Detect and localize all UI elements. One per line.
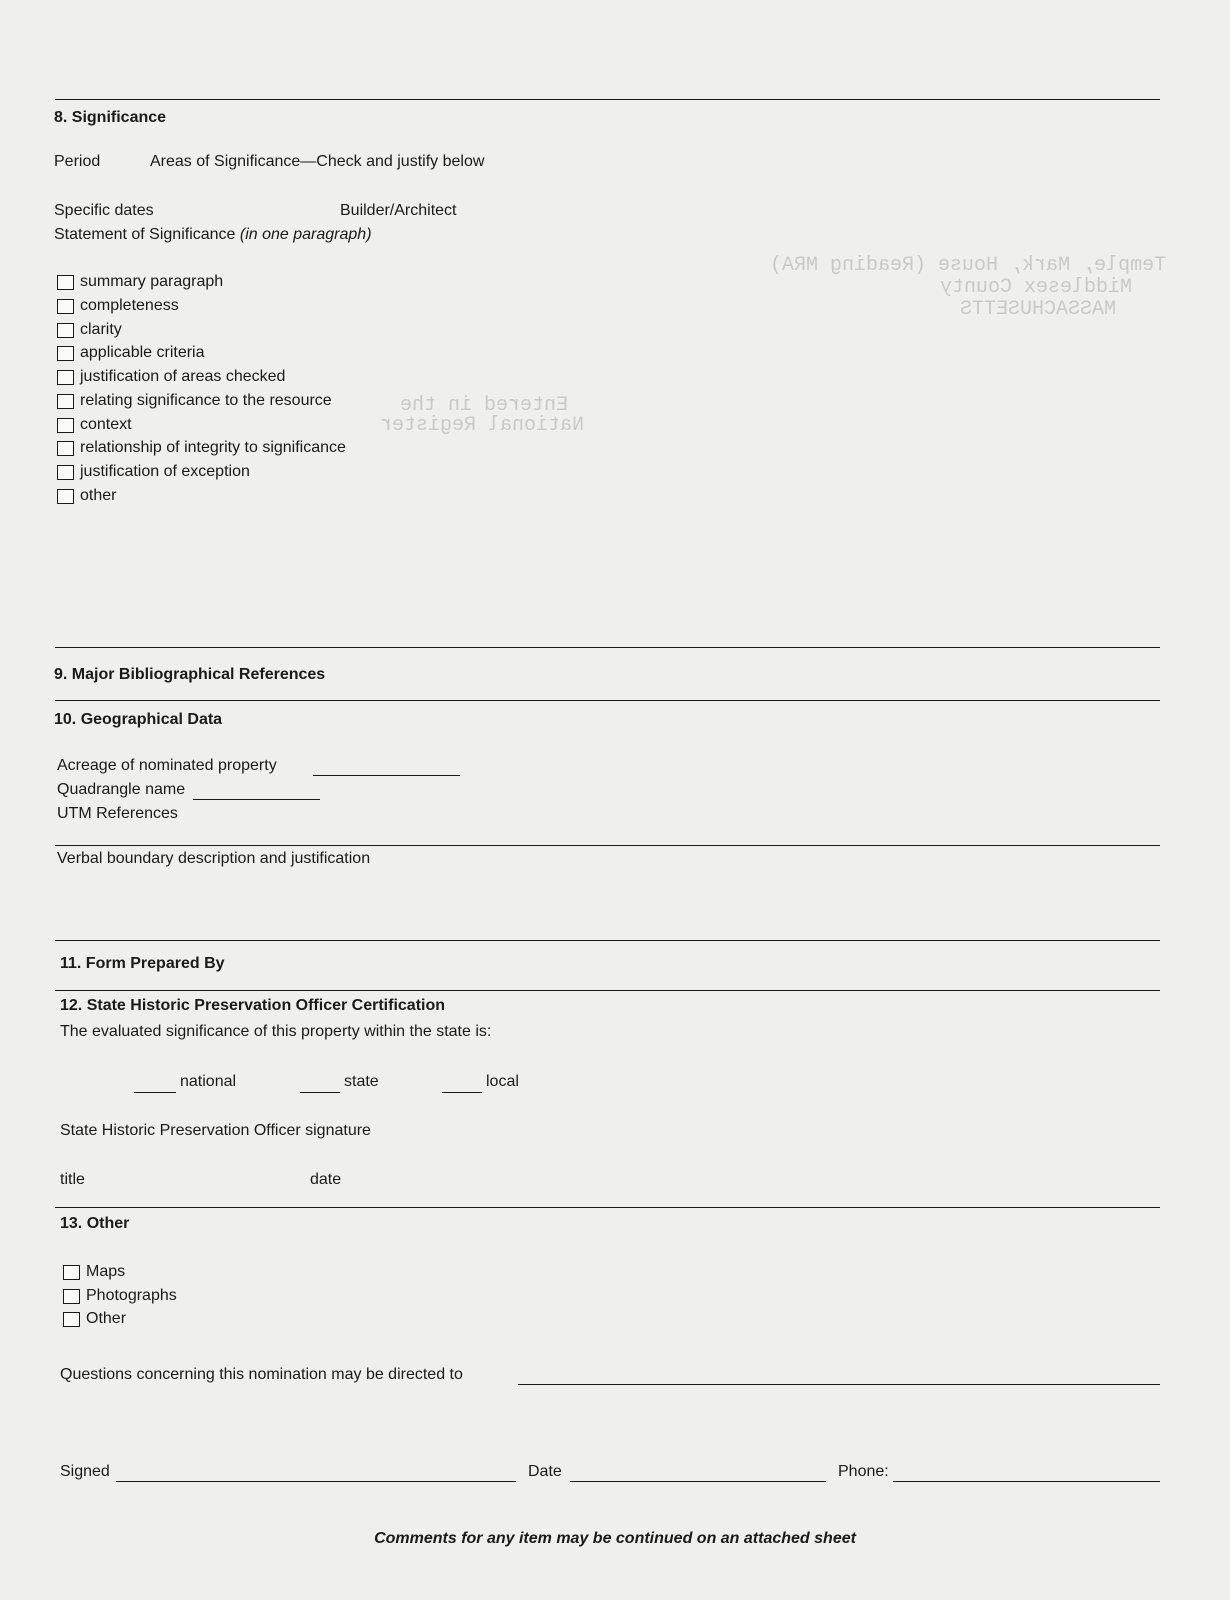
checkbox-label: applicable criteria [80, 344, 205, 361]
checkbox-box[interactable] [63, 1265, 80, 1280]
utm-references-label: UTM References [57, 805, 178, 822]
checkbox-maps[interactable] [63, 1263, 125, 1281]
checkbox-box[interactable] [63, 1312, 80, 1327]
checkbox-label: justification of exception [80, 463, 250, 480]
bleed-through-state: MASSACHUSETTS [960, 298, 1117, 321]
questions-field[interactable] [518, 1384, 1160, 1385]
checkbox-label: Maps [86, 1263, 126, 1280]
checkbox-box[interactable] [57, 346, 74, 361]
date-label: date [310, 1171, 342, 1188]
quadrangle-field[interactable] [193, 799, 320, 800]
quadrangle-label: Quadrangle name [57, 781, 186, 798]
statement-note: (in one paragraph) [239, 226, 372, 243]
checkbox-justification-of-exception[interactable] [57, 463, 250, 481]
section-11-title: 11. Form Prepared By [60, 955, 225, 972]
checkbox-label: relating significance to the resource [80, 392, 332, 409]
checkbox-clarity[interactable] [57, 321, 122, 339]
checkbox-label: justification of areas checked [80, 368, 286, 385]
bleed-through-register: National Register [380, 414, 585, 437]
section-rule-top [55, 99, 1160, 100]
local-label: local [486, 1073, 519, 1090]
section-rule-verbal [55, 845, 1160, 846]
phone-label: Phone: [838, 1463, 889, 1480]
bleed-through-entered: Entered in the [400, 394, 569, 417]
state-blank[interactable] [300, 1092, 340, 1093]
checkbox-label: relationship of integrity to significance [80, 439, 346, 456]
checkbox-label: clarity [80, 321, 122, 338]
shpo-signature-label: State Historic Preservation Officer signature [60, 1122, 371, 1139]
signed-field[interactable] [116, 1481, 516, 1482]
checkbox-box[interactable] [57, 323, 74, 338]
statement-label: Statement of Significance [54, 226, 240, 243]
specific-dates-label: Specific dates [54, 202, 154, 219]
checkbox-label: summary paragraph [80, 273, 224, 290]
checkbox-box[interactable] [57, 489, 74, 504]
checkbox-justification-of-areas[interactable] [57, 368, 285, 386]
checkbox-box[interactable] [57, 370, 74, 385]
section-rule-10 [55, 700, 1160, 701]
national-blank[interactable] [134, 1092, 176, 1093]
checkbox-box[interactable] [57, 418, 74, 433]
checkbox-summary-paragraph[interactable] [57, 273, 223, 291]
checkbox-label: Photographs [86, 1287, 177, 1304]
checkbox-box[interactable] [57, 394, 74, 409]
checkbox-integrity[interactable] [57, 439, 346, 457]
section-rule-9 [55, 647, 1160, 648]
areas-of-significance-label: Areas of Significance—Check and justify below [150, 153, 485, 170]
checkbox-box[interactable] [63, 1289, 80, 1304]
evaluated-significance-label: The evaluated significance of this property within the state is: [60, 1023, 492, 1040]
section-rule-11 [55, 940, 1160, 941]
bleed-through-title: Temple, Mark, House (Reading MRA) [770, 254, 1167, 277]
section-8-title: 8. Significance [54, 109, 167, 126]
questions-label: Questions concerning this nomination may be directed to [60, 1366, 463, 1383]
checkbox-label: context [80, 416, 132, 433]
footer-date-field[interactable] [570, 1481, 826, 1482]
section-rule-13 [55, 1207, 1160, 1208]
checkbox-box[interactable] [57, 441, 74, 456]
footer-date-label: Date [528, 1463, 562, 1480]
checkbox-box[interactable] [57, 299, 74, 314]
period-label: Period [54, 153, 101, 170]
bleed-through-county: Middlesex County [940, 276, 1133, 299]
checkbox-other[interactable] [57, 487, 116, 505]
section-9-title: 9. Major Bibliographical References [54, 666, 326, 683]
checkbox-completeness[interactable] [57, 297, 179, 315]
acreage-field[interactable] [313, 775, 460, 776]
section-10-title: 10. Geographical Data [54, 711, 223, 728]
local-blank[interactable] [442, 1092, 482, 1093]
checkbox-applicable-criteria[interactable] [57, 344, 205, 362]
checkbox-photographs[interactable] [63, 1287, 177, 1305]
checkbox-other-13[interactable] [63, 1310, 126, 1328]
section-12-title: 12. State Historic Preservation Officer Certification [60, 997, 446, 1014]
checkbox-box[interactable] [57, 465, 74, 480]
section-rule-12 [55, 990, 1160, 991]
title-label: title [60, 1171, 85, 1188]
checkbox-box[interactable] [57, 275, 74, 290]
checkbox-label: Other [86, 1310, 127, 1327]
signed-label: Signed [60, 1463, 110, 1480]
comments-note: Comments for any item may be continued on an attached sheet [374, 1530, 856, 1547]
statement-of-significance-label [54, 226, 372, 244]
checkbox-context[interactable] [57, 416, 132, 434]
checkbox-relating-significance[interactable] [57, 392, 332, 410]
national-label: national [180, 1073, 237, 1090]
section-13-title: 13. Other [60, 1215, 130, 1232]
checkbox-label: other [80, 487, 117, 504]
phone-field[interactable] [893, 1481, 1160, 1482]
checkbox-label: completeness [80, 297, 179, 314]
state-label: state [344, 1073, 379, 1090]
builder-architect-label: Builder/Architect [340, 202, 457, 219]
acreage-label: Acreage of nominated property [57, 757, 277, 774]
verbal-boundary-label: Verbal boundary description and justification [57, 850, 371, 867]
